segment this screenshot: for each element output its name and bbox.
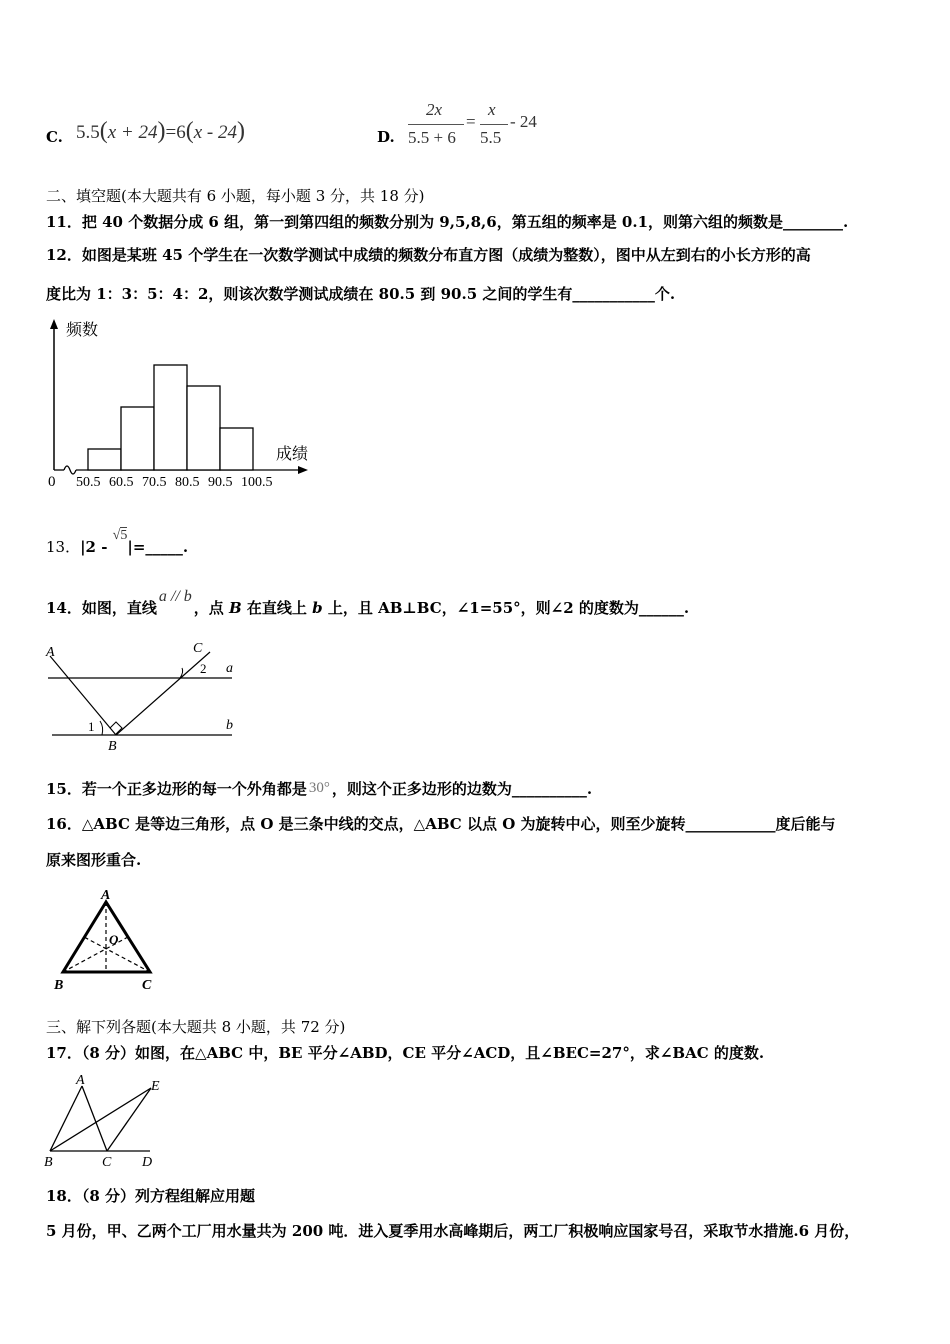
- histogram-bar-4: [187, 386, 220, 470]
- fig17-label-a: A: [76, 1073, 85, 1088]
- fig14-angle2: 2: [200, 661, 207, 676]
- fig14-label-c-point: C: [193, 641, 203, 656]
- fig14-angle1: 1: [88, 719, 95, 734]
- axis-break: [64, 466, 76, 474]
- d-eq: =: [466, 112, 476, 131]
- figure-17: [40, 1068, 170, 1170]
- option-c-label: C.: [46, 128, 63, 146]
- section2-heading: 二、填空题(本大题共有 6 小题，每小题 3 分，共 18 分): [46, 187, 425, 205]
- histogram-tick-label: 90.5: [208, 475, 233, 490]
- segment-ab: [50, 656, 116, 735]
- q13-suffix: |=_____.: [127, 538, 189, 556]
- q14-mid: ，点: [193, 599, 229, 617]
- q14-formula: a // b: [158, 588, 192, 605]
- fig17-label-d: D: [142, 1155, 153, 1170]
- question-13: [46, 528, 189, 559]
- fig14-label-b-point: B: [108, 739, 117, 754]
- d-den1: 5.5 + 6: [408, 128, 456, 147]
- d-tail: - 24: [510, 112, 537, 131]
- question-18-text: 5 月份，甲、乙两个工厂用水量共为 200 吨．进入夏季用水高峰期后，两工厂积极响应国家号召，采取节水措施.6 月份，: [46, 1222, 860, 1240]
- q15-prefix: 15．若一个正多边形的每一个外角都是: [46, 780, 307, 798]
- q14-suffix: 上，且 AB⊥BC，∠1=55°，则∠2 的度数为______.: [322, 599, 690, 617]
- segment-bc: [116, 652, 210, 735]
- question-16-line2: 原来图形重合.: [46, 851, 142, 869]
- c-lhs-coef: 5.5: [76, 122, 100, 143]
- fig16-label-b: B: [54, 978, 64, 993]
- fig16-label-a: A: [101, 888, 111, 903]
- histogram-origin: 0: [48, 474, 56, 490]
- c-lhs-inner: x + 24: [107, 122, 158, 143]
- angle1-arc: [100, 721, 103, 735]
- histogram-tick-label: 50.5: [76, 475, 101, 490]
- y-axis-arrow: [50, 319, 58, 329]
- fig16-label-o: O: [109, 932, 119, 947]
- q14-point-b: B: [229, 599, 242, 617]
- histogram-bar-3: [154, 365, 187, 470]
- x-axis-arrow: [298, 466, 308, 474]
- histogram-tick-label: 70.5: [142, 475, 167, 490]
- histogram-tick-label: 60.5: [109, 475, 134, 490]
- histogram-xlabel: 成绩: [276, 446, 309, 463]
- question-18-title: 18．（8 分）列方程组解应用题: [46, 1187, 256, 1205]
- q13-sqrt: √5: [112, 528, 128, 543]
- histogram-tick-label: 80.5: [175, 475, 200, 490]
- c-rhs-inner: x - 24: [193, 122, 237, 143]
- question-15: [46, 779, 592, 800]
- d-num1: 2x: [426, 100, 443, 119]
- fig17-label-c: C: [102, 1155, 112, 1170]
- question-17: 17．（8 分）如图，在△ABC 中，BE 平分∠ABD，CE 平分∠ACD，且∠BEC=27°，求∠BAC 的度数.: [46, 1044, 765, 1062]
- histogram-bar-2: [121, 407, 154, 470]
- c-eq: =: [165, 122, 177, 143]
- q15-suffix: ，则这个正多边形的边数为__________.: [331, 780, 593, 798]
- question-16-line1: 16．△ABC 是等边三角形，点 O 是三条中线的交点，△ABC 以点 O 为旋转中心，则至少旋转____________度后能与: [46, 815, 836, 833]
- segment-ce: [107, 1088, 151, 1151]
- section3-heading: 三、解下列各题(本大题共 8 小题，共 72 分): [46, 1018, 346, 1036]
- fig16-label-c: C: [142, 978, 152, 993]
- fig14-label-line-b: b: [226, 718, 233, 733]
- right-angle-mark: [110, 722, 122, 734]
- q15-angle: 30°: [308, 780, 330, 796]
- histogram-tick-label: 100.5: [241, 475, 273, 490]
- fig17-label-b: B: [44, 1155, 53, 1170]
- d-num2: x: [488, 100, 496, 119]
- option-d-label: D.: [377, 128, 395, 146]
- q13-expr: |2 -: [80, 538, 113, 556]
- fig17-label-e: E: [151, 1079, 160, 1094]
- figure-16: [50, 886, 165, 994]
- q14-line-b: b: [312, 599, 323, 617]
- fig14-label-line-a: a: [226, 661, 233, 676]
- d-den2: 5.5: [480, 128, 502, 147]
- histogram-bar-1: [88, 449, 121, 470]
- c-rhs-coef: 6: [176, 122, 186, 143]
- q14-mid2: 在直线上: [241, 599, 313, 617]
- question-12-line2: 度比为 1：3：5：4：2，则该次数学测试成绩在 80.5 到 90.5 之间的学生有___________个.: [46, 285, 676, 303]
- option-d-formula: [406, 100, 556, 150]
- histogram-bar-5: [220, 428, 253, 470]
- q13-prefix: 13．: [46, 538, 81, 556]
- q13-radicand: 5: [120, 528, 128, 543]
- question-12-line1: 12．如图是某班 45 个学生在一次数学测试中成绩的频数分布直方图（成绩为整数），图中从左到右的小长方形的高: [46, 246, 811, 264]
- fig14-label-a-point: A: [46, 645, 55, 660]
- histogram-ylabel: 频数: [66, 322, 99, 339]
- q14-prefix: 14．如图，直线: [46, 599, 157, 617]
- figure-14: [40, 640, 250, 755]
- option-c-formula: 5.5(x + 24)=6(x - 24): [76, 118, 245, 144]
- question-11: 11．把 40 个数据分成 6 组，第一到第四组的频数分别为 9,5,8,6，第五组的频率是 0.1，则第六组的频数是________.: [46, 213, 849, 231]
- question-14: [46, 588, 690, 619]
- histogram-chart: [40, 315, 330, 495]
